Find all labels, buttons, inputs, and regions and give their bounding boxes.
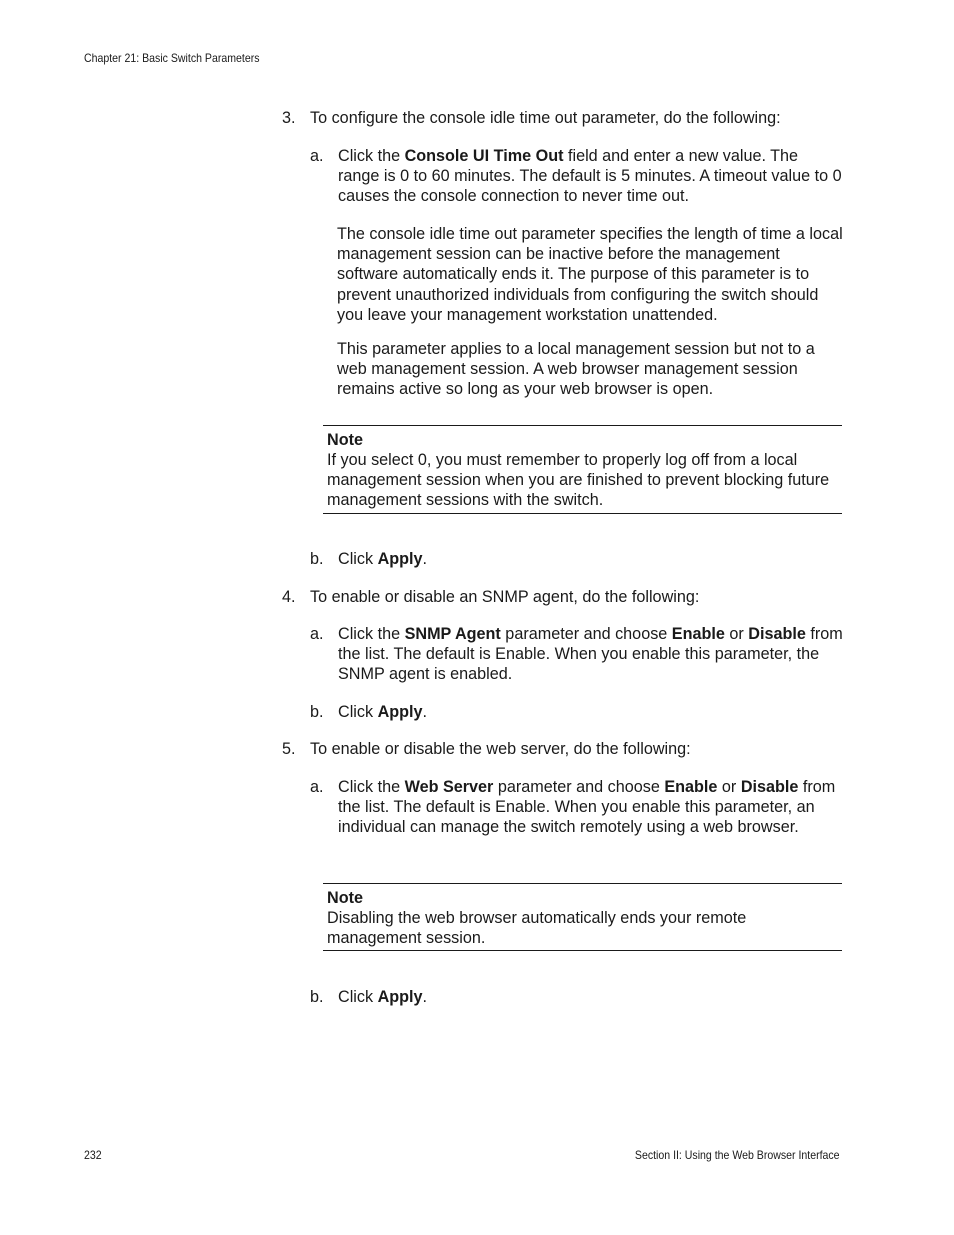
step-text: To configure the console idle time out parameter, do the following: <box>310 109 781 127</box>
note-body: Disabling the web browser automatically ends your remote management session. <box>327 909 747 948</box>
ui-term: Enable <box>671 625 725 643</box>
substep-letter: b. <box>310 703 324 721</box>
substep-text: Click the SNMP Agent parameter and choose Enable or Disable from the list. The default is Enable. When you enable this parameter, the SNMP agent is enabled. <box>338 625 843 684</box>
substep-letter: a. <box>310 778 324 796</box>
substep-letter: b. <box>310 988 324 1006</box>
ui-term: SNMP Agent <box>404 625 501 643</box>
note-title: Note <box>327 889 363 907</box>
note-box <box>323 883 842 951</box>
ui-term: Enable <box>664 778 718 796</box>
step-number: 3. <box>282 109 296 127</box>
ui-term: Disable <box>748 625 806 643</box>
ui-term: Console UI Time Out <box>404 147 564 165</box>
explanation-paragraph: The console idle time out parameter specifies the length of time a local management session can be inactive before the management software automatically ends it. The purpose of this parameter is to prevent unauthorized individuals from configuring the switch should you leave your management workstation unattended. <box>337 225 843 324</box>
substep-text: Click the Web Server parameter and choose Enable or Disable from the list. The default is Enable. When you enable this parameter, an individual can manage the switch remotely using a web browser. <box>338 778 836 837</box>
substep-letter: a. <box>310 625 324 643</box>
substep-letter: a. <box>310 147 324 165</box>
explanation-paragraph: This parameter applies to a local management session but not to a web management session. A web browser management session remains active so long as your web browser is open. <box>337 340 815 399</box>
substep-letter: b. <box>310 550 324 568</box>
step-text: To enable or disable the web server, do the following: <box>310 740 691 758</box>
step-text: To enable or disable an SNMP agent, do the following: <box>310 588 700 606</box>
step-number: 5. <box>282 740 296 758</box>
section-footer: Section II: Using the Web Browser Interface <box>635 1148 840 1162</box>
substep-text: Click Apply. <box>338 550 428 568</box>
ui-term: Apply <box>377 703 423 721</box>
ui-term: Apply <box>377 550 423 568</box>
chapter-header: Chapter 21: Basic Switch Parameters <box>84 51 260 65</box>
step-number: 4. <box>282 588 296 606</box>
note-body: If you select 0, you must remember to properly log off from a local management session when you are finished to prevent blocking future management sessions with the switch. <box>327 451 830 510</box>
note-title: Note <box>327 431 363 449</box>
note-box <box>323 425 842 514</box>
ui-term: Apply <box>377 988 423 1006</box>
substep-text: Click Apply. <box>338 703 428 721</box>
substep-text: Click the Console UI Time Out field and enter a new value. The range is 0 to 60 minutes. The default is 5 minutes. A timeout value to 0 causes the console connection to never time out. <box>338 147 842 206</box>
page-number: 232 <box>84 1148 102 1162</box>
ui-term: Disable <box>740 778 799 796</box>
substep-text: Click Apply. <box>338 988 428 1006</box>
ui-term: Web Server <box>404 778 494 796</box>
